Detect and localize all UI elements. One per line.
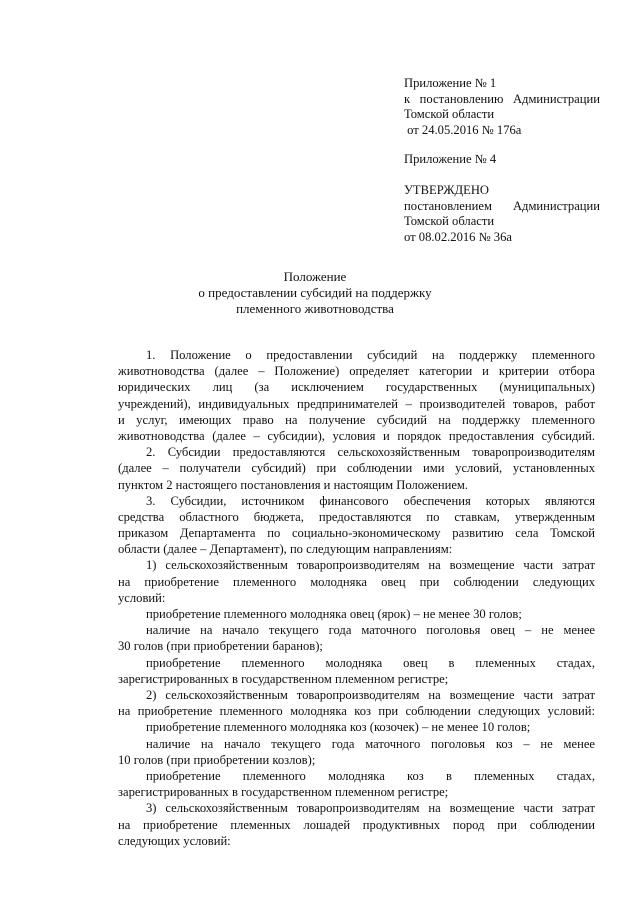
appendix-1-ref-line-2: Томской области xyxy=(404,107,495,122)
document-title-line-2: о предоставлении субсидий на поддержку xyxy=(198,285,432,300)
body-line: приобретение племенного молодняка коз (козочек) – не менее 10 голов; xyxy=(146,720,531,735)
body-line: приобретение племенного молодняка овец в племенных стадах, xyxy=(146,655,595,670)
body-line: (далее – получатели субсидий) при соблюдении ими условий, установленных xyxy=(118,461,595,476)
body-line: юридических лиц (за исключением государственных (муниципальных) xyxy=(118,380,595,395)
body-line: 3. Субсидии, источником финансового обеспечения которых являются xyxy=(146,493,595,508)
body-line: области (далее – Департамент), по следующим направлениям: xyxy=(118,542,453,557)
body-line: средства областного бюджета, предоставляются по ставкам, утвержденным xyxy=(118,509,595,524)
body-line: на приобретение племенного молодняка коз при соблюдении следующих условий: xyxy=(118,704,595,719)
approved-line-2: Томской области xyxy=(404,214,495,229)
approved-line-1: постановлением Администрации xyxy=(404,198,600,213)
document-title-line-1: Положение xyxy=(283,269,347,284)
appendix-4-block xyxy=(404,152,600,168)
body-line: наличие на начало текущего года маточного поголовья овец – не менее xyxy=(146,623,595,638)
body-line: на приобретение племенных лошадей продуктивных пород при соблюдении xyxy=(118,817,595,832)
body-line: учреждений), индивидуальных предпринимателей – производителей товаров, работ xyxy=(118,396,595,411)
appendix-1-ref-line-1: к постановлению Администрации xyxy=(404,91,600,106)
body-line: приобретение племенного молодняка овец (ярок) – не менее 30 голов; xyxy=(146,607,522,622)
body-line: приобретение племенного молодняка коз в племенных стадах, xyxy=(146,769,595,783)
body-line: животноводства (далее – субсидии), условия и порядок предоставления субсидий. xyxy=(118,428,595,443)
body-line: 10 голов (при приобретении козлов); xyxy=(118,752,316,767)
body-line: следующих условий: xyxy=(118,833,231,848)
body-line: зарегистрированных в государственном племенном регистре; xyxy=(118,785,449,800)
body-line: 2) сельскохозяйственным товаропроизводителям на возмещение части затрат xyxy=(146,688,595,703)
body-line: 2. Субсидии предоставляются сельскохозяйственным товаропроизводителям xyxy=(146,445,595,460)
appendix-1-ref-line-3: от 24.05.2016 № 176а xyxy=(404,122,522,137)
appendix-1-title: Приложение № 1 xyxy=(404,76,497,90)
document-title xyxy=(100,269,530,317)
body-line: зарегистрированных в государственном племенном регистре; xyxy=(118,671,449,686)
document-body xyxy=(118,347,595,849)
approved-block xyxy=(404,183,600,245)
body-line: 1. Положение о предоставлении субсидий на поддержку племенного xyxy=(146,348,595,362)
approved-title: УТВЕРЖДЕНО xyxy=(404,183,490,197)
body-line: 1) сельскохозяйственным товаропроизводителям на возмещение части затрат xyxy=(146,558,595,573)
appendix-4-title: Приложение № 4 xyxy=(404,152,497,166)
document-title-line-3: племенного животноводства xyxy=(236,301,394,316)
body-line: пунктом 2 настоящего постановления и настоящим Положением. xyxy=(118,477,469,492)
body-line: животноводства (далее – Положение) определяет категории и критерии отбора xyxy=(118,364,595,379)
body-line: приказом Департамента по социально-экономическому развитию села Томской xyxy=(118,526,595,541)
body-line: наличие на начало текущего года маточного поголовья коз – не менее xyxy=(146,736,595,751)
body-line: 30 голов (при приобретении баранов); xyxy=(118,639,323,654)
body-line: 3) сельскохозяйственным товаропроизводителям на возмещение части затрат xyxy=(146,801,595,816)
appendix-1-block xyxy=(404,76,600,138)
approved-line-3: от 08.02.2016 № 36а xyxy=(404,229,512,244)
body-line: на приобретение племенного молодняка овец при соблюдении следующих xyxy=(118,574,595,589)
body-line: условий: xyxy=(118,590,166,605)
body-line: и услуг, имеющих право на получение субсидий на поддержку племенного xyxy=(118,412,595,427)
